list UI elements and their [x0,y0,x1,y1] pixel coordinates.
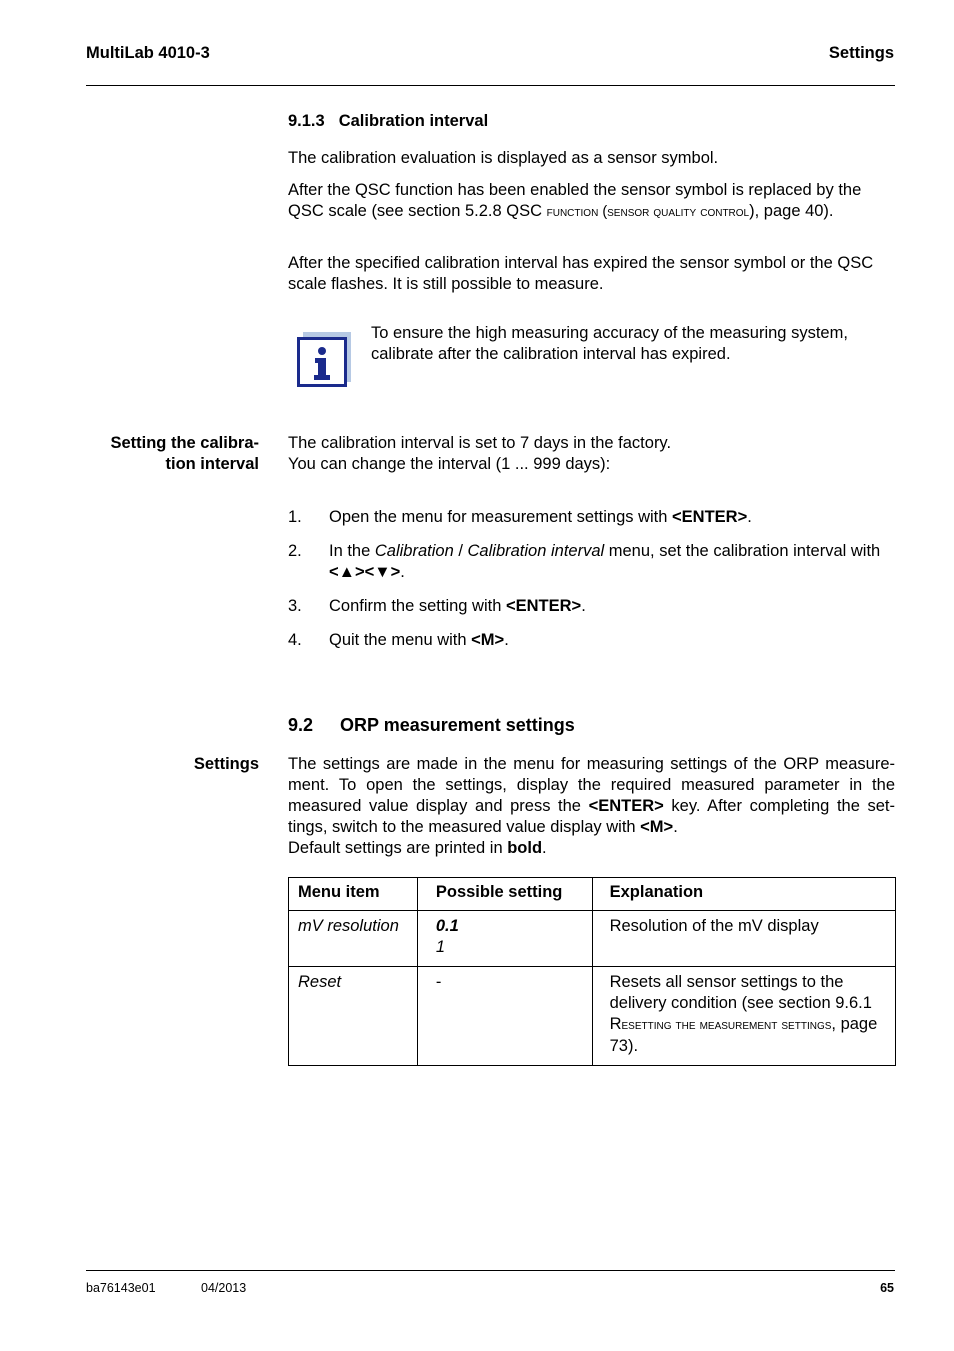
section-number: 9.1.3 [288,112,325,130]
text-run: The settings are made in the menu for measuring settings of the ORP measure-ment. To open the settings, display the required measured parameter in the measured value display and press the [288,755,895,815]
text-run: . [673,818,678,836]
text-run: . [747,508,752,526]
header-product: MultiLab 4010-3 [86,44,210,62]
key-label: <ENTER> [588,797,664,815]
bold-word: bold [507,839,543,857]
paragraph: The calibration evaluation is displayed as a sensor symbol. [288,149,719,167]
text-run: ), page 40). [749,202,834,220]
menu-item-cell [289,967,418,1066]
steps-list [288,507,894,651]
paragraph [288,838,895,859]
step-number: 2. [288,542,302,560]
section-title: ORP measurement settings [340,715,575,735]
menu-item-name: Reset [298,973,342,991]
list-item [288,507,894,528]
step-number: 4. [288,631,302,649]
footer-doc-id: ba76143e01 [86,1281,156,1295]
text-run: Default settings are printed in [288,839,508,857]
section-title: Calibration interval [338,112,489,130]
text-run: Resets all sensor settings to the delivery condition (see section 9.6.1 R [609,973,872,1033]
column-header: Explanation [592,878,895,911]
side-heading [86,433,259,475]
paragraph [288,754,895,838]
text-run: After the QSC function has been enabled the sensor symbol is replaced by the QSC scale (see section 5.2.8 QSC [288,181,862,220]
text-run: Confirm the setting with [329,597,506,615]
setting-value: - [435,973,442,991]
column-header: Possible setting [417,878,592,911]
text-run: . [504,631,509,649]
menu-name: Calibration [374,542,454,560]
text-run: key. After completing the set-tings, switch to the measured value display with [288,797,895,836]
list-item [288,630,894,651]
section-913-heading [288,111,488,132]
table-row [289,967,896,1066]
side-heading-line: Setting the calibra- [110,434,259,452]
key-label: <ENTER> [672,508,748,526]
key-label: <ENTER> [506,597,582,615]
column-header: Menu item [289,878,418,911]
text-run: Resolution of the mV display [609,917,819,935]
text-run: In the [329,542,375,560]
crossref-title: esetting the measurement settings [621,1017,832,1033]
page-number: 65 [880,1281,894,1295]
side-heading: Settings [193,755,259,773]
text-run: Quit the menu with [329,631,472,649]
setting-cell [417,911,592,967]
key-label: <M> [640,818,674,836]
footer-rule [86,1270,895,1271]
text-run: . [400,563,405,581]
other-setting: 1 [435,938,446,956]
menu-item-name: mV resolution [298,917,399,935]
info-icon [297,332,351,388]
text-line: You can change the interval (1 ... 999 days): [288,455,611,473]
text-run: . [581,597,586,615]
list-item [288,596,894,617]
header-rule [86,85,895,86]
explanation-cell [592,911,895,967]
table-row [289,911,896,967]
text-run: Open the menu for measurement settings with [329,508,673,526]
menu-name: Calibration interval [467,542,605,560]
note-text: To ensure the high measuring accuracy of the measuring system, calibrate after the calibration interval has expired. [371,324,848,363]
list-item [288,541,894,583]
side-heading-line: tion interval [165,455,259,473]
section-number: 9.2 [288,715,314,735]
text-run: , page 73). [609,1015,878,1055]
setting-cell [417,967,592,1066]
settings-paragraph [288,754,895,859]
text-line: The calibration interval is set to 7 days in the factory. [288,434,672,452]
section-92-heading [288,715,575,736]
paragraph: After the specified calibration interval has expired the sensor symbol or the QSC scale flashes. It is still possible to measure. [288,254,874,293]
footer-date: 04/2013 [201,1281,247,1295]
explanation-cell [592,967,895,1066]
default-setting: 0.1 [435,917,459,935]
header-section: Settings [828,44,894,62]
key-label: <M> [471,631,505,649]
text-run: . [542,839,547,857]
menu-item-cell [289,911,418,967]
interval-intro [288,433,894,475]
text-run: menu, set the calibration interval with [604,542,881,560]
settings-table [288,877,896,1066]
paragraph [288,180,894,223]
step-number: 3. [288,597,302,615]
key-label: <▲><▼> [329,563,401,581]
table-header-row [289,878,896,911]
crossref-title: function (sensor quality control [546,204,750,220]
step-number: 1. [288,508,302,526]
text-run: / [453,542,468,560]
